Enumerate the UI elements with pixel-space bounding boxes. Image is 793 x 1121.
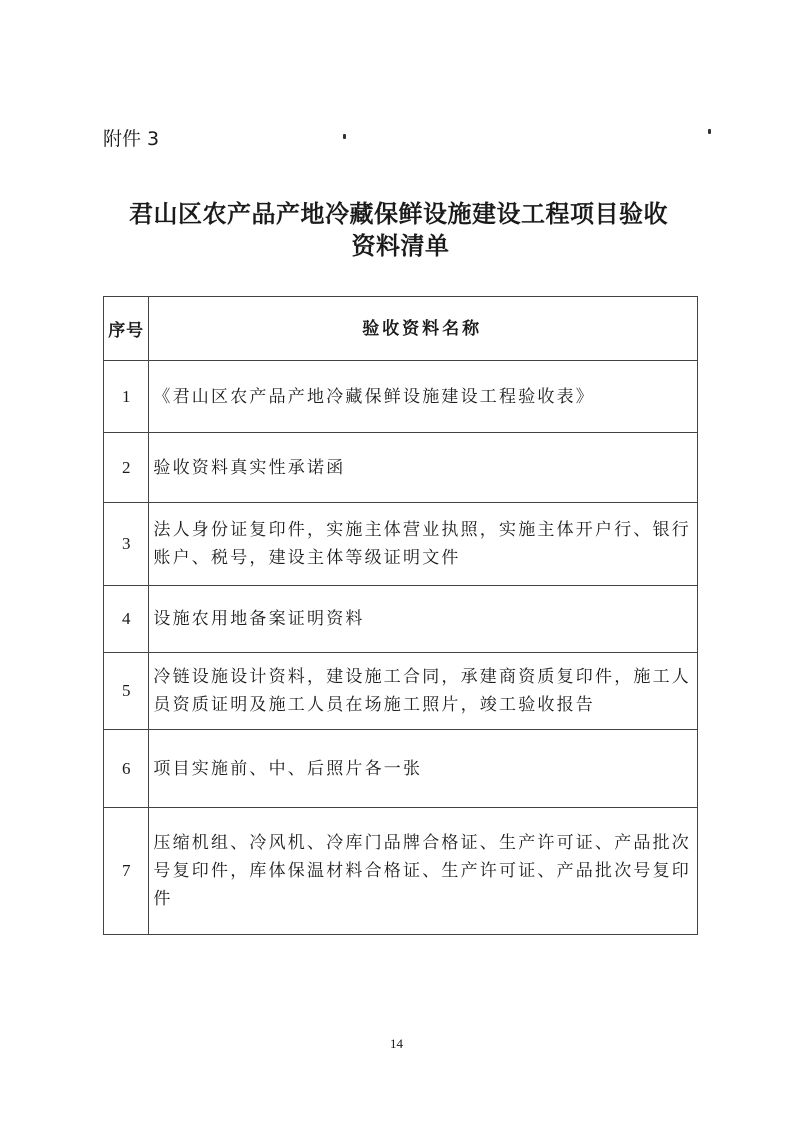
material-text-line: 账户、税号，建设主体等级证明文件 [153, 548, 461, 568]
material-text-line: 号复印件，库体保温材料合格证、生产许可证、产品批次号复印 [153, 861, 691, 881]
table-row [104, 808, 698, 935]
row-index: 6 [104, 730, 149, 808]
row-index: 1 [104, 361, 149, 433]
row-material-name [149, 653, 698, 730]
material-text-line: 设施农用地备案证明资料 [153, 609, 365, 629]
table-row [104, 433, 698, 503]
table-row [104, 586, 698, 653]
table-row [104, 503, 698, 586]
attachment-label: 附件 3 [103, 128, 160, 150]
scan-speck [343, 134, 346, 139]
row-material-name [149, 361, 698, 433]
row-material-name [149, 586, 698, 653]
table-row [104, 730, 698, 808]
table-row [104, 653, 698, 730]
material-text-line: 件 [153, 889, 173, 909]
document-title-line1: 君山区农产品产地冷藏保鲜设施建设工程项目验收 [129, 199, 668, 228]
row-index: 5 [104, 653, 149, 730]
row-material-name [149, 730, 698, 808]
row-material-name [149, 433, 698, 503]
document-title-line2: 资料清单 [351, 231, 450, 260]
material-text-line: 验收资料真实性承诺函 [153, 457, 346, 478]
material-text-line: 员资质证明及施工人员在场施工照片，竣工验收报告 [153, 695, 595, 715]
row-index: 4 [104, 586, 149, 653]
material-text-line: 压缩机组、冷风机、冷库门品牌合格证、生产许可证、产品批次 [153, 833, 691, 853]
scan-speck [708, 129, 711, 134]
row-material-name [149, 503, 698, 586]
material-text-line: 法人身份证复印件，实施主体营业执照，实施主体开户行、银行 [153, 520, 691, 540]
row-index: 2 [104, 433, 149, 503]
row-index: 3 [104, 503, 149, 586]
header-index: 序号 [104, 297, 149, 361]
material-text-line: 项目实施前、中、后照片各一张 [153, 758, 423, 779]
table-row [104, 361, 698, 433]
materials-table [103, 296, 698, 935]
row-index: 7 [104, 808, 149, 935]
material-text-line: 冷链设施设计资料，建设施工合同，承建商资质复印件，施工人 [153, 667, 691, 687]
material-text-line: 《君山区农产品产地冷藏保鲜设施建设工程验收表》 [153, 386, 595, 407]
header-material-name: 验收资料名称 [149, 297, 698, 361]
table-header-row [104, 297, 698, 361]
page-number: 14 [390, 1036, 403, 1051]
row-material-name [149, 808, 698, 935]
